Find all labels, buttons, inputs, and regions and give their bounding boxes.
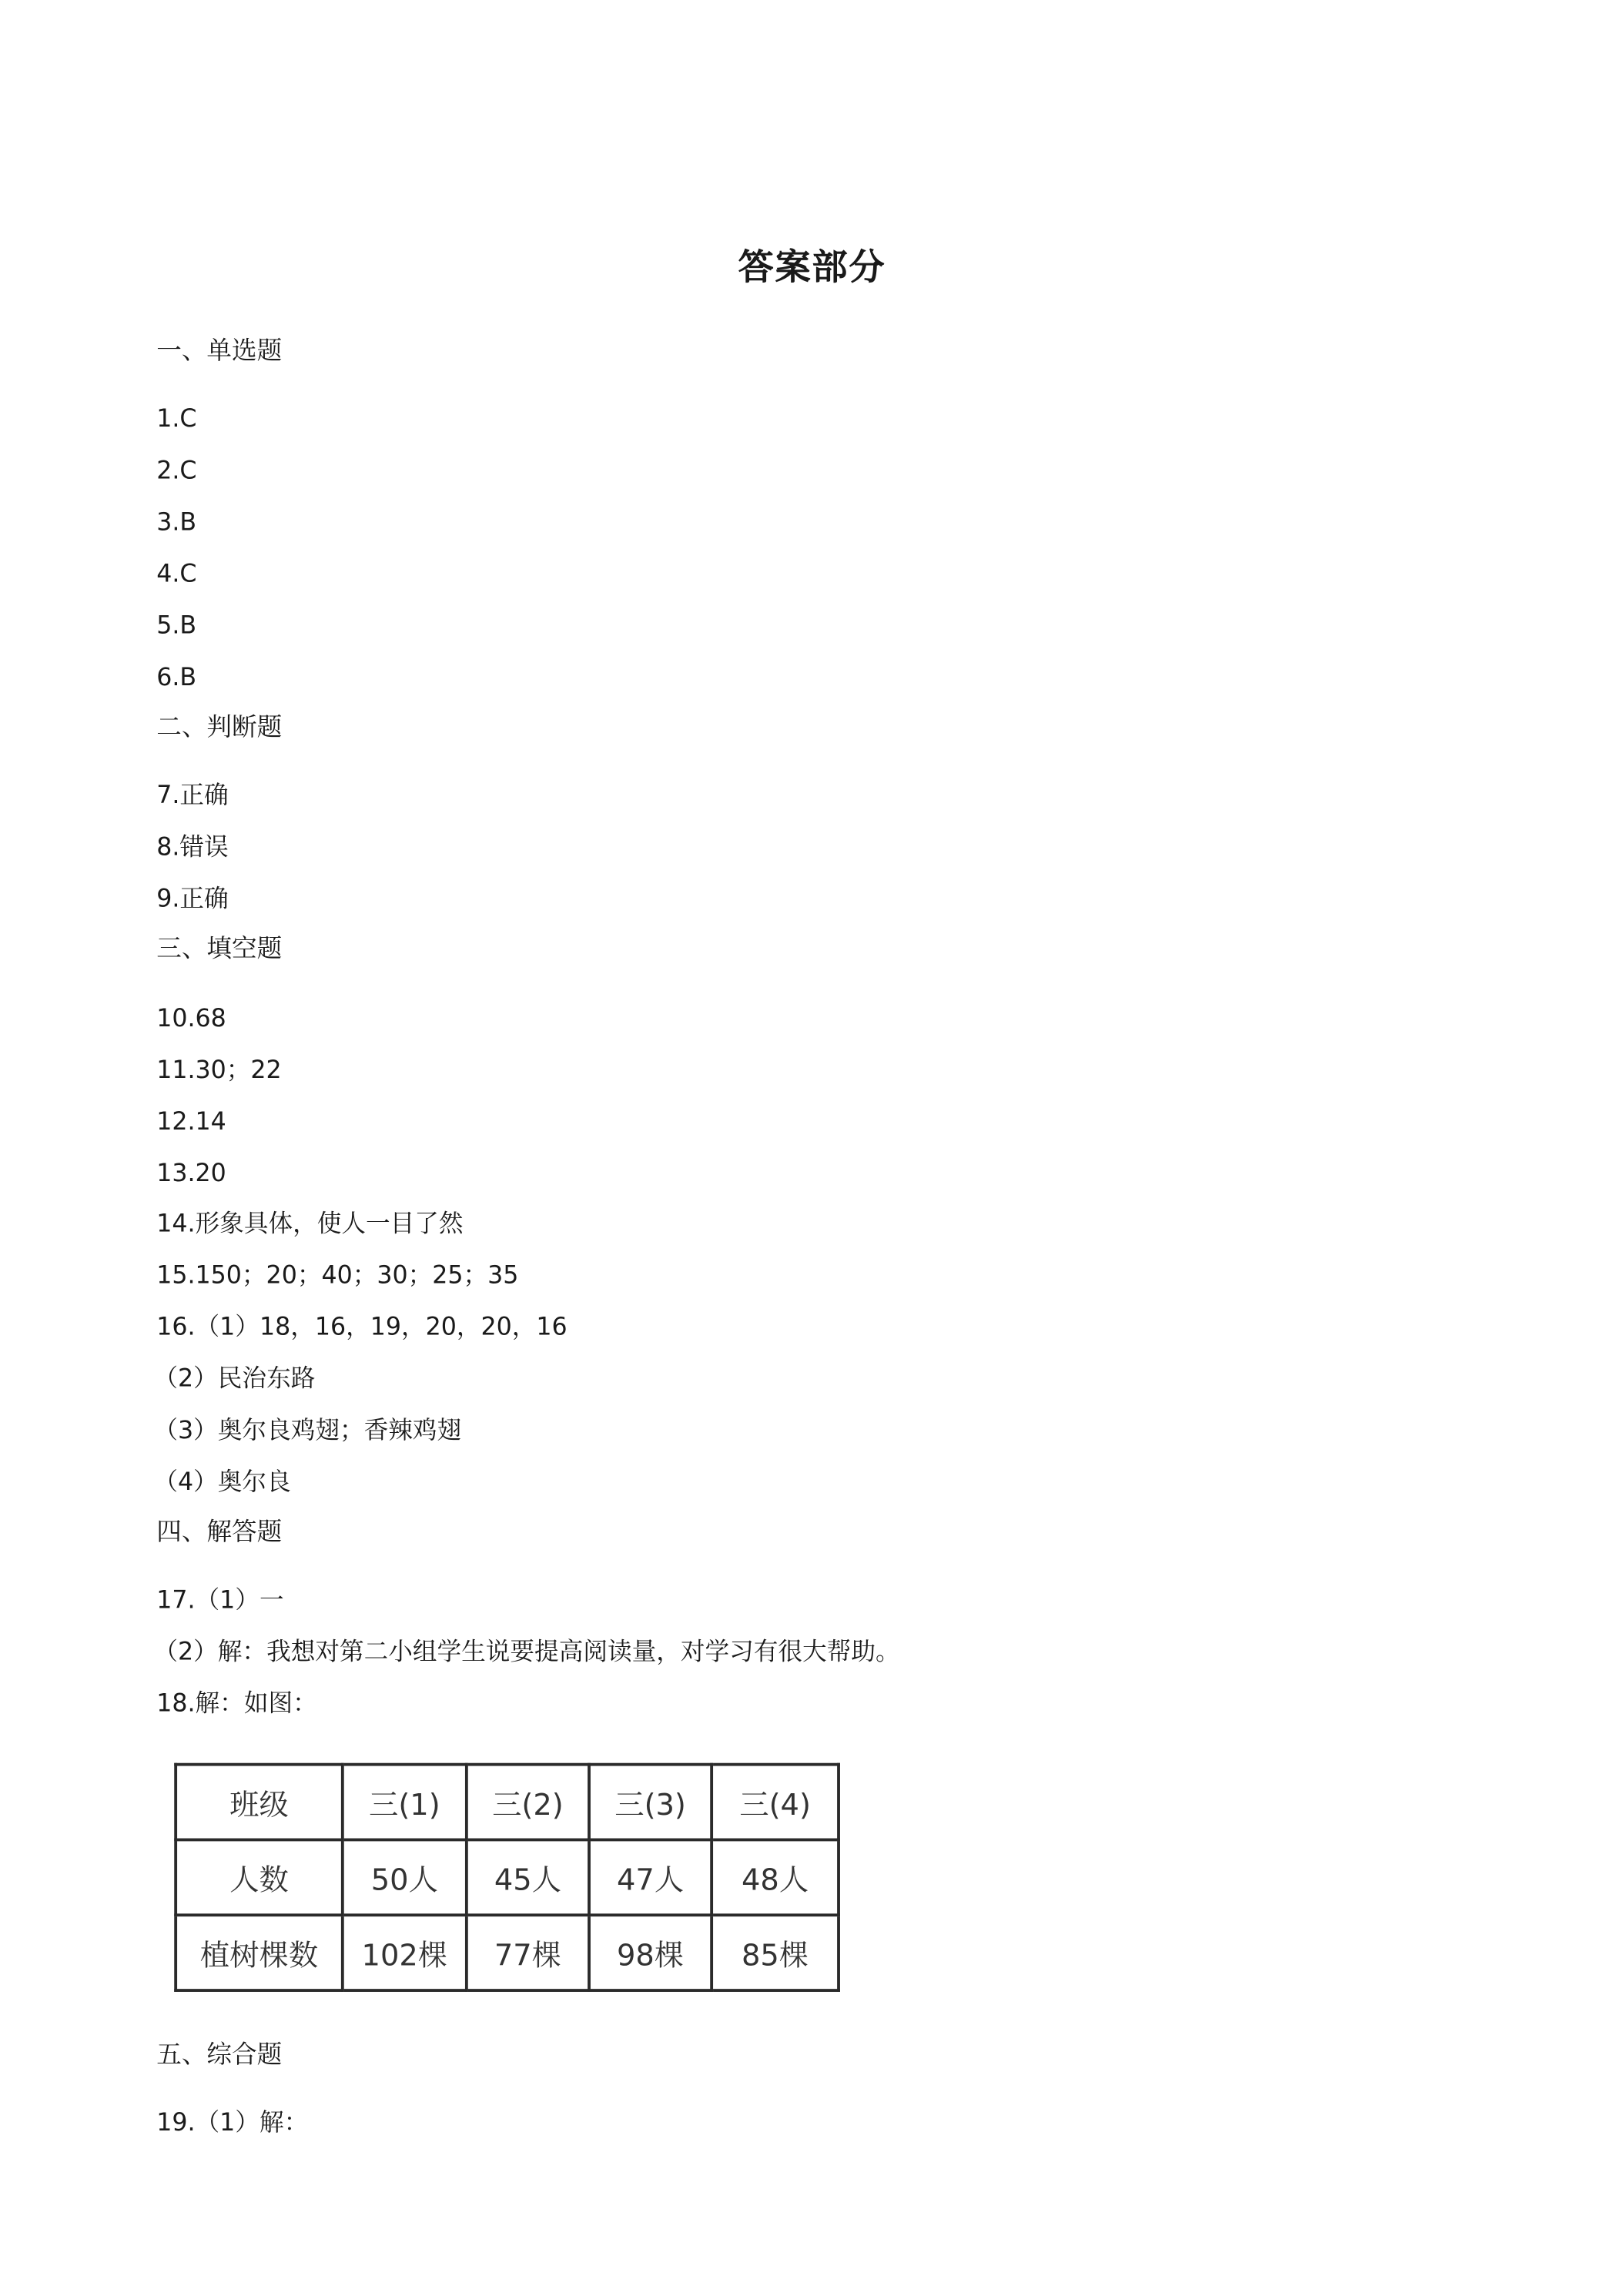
answer-12: 12.14 (156, 1107, 226, 1136)
table-cell: 植树棵数 (176, 1915, 343, 1990)
answer-5: 5.B (156, 611, 197, 640)
table-cell: 102棵 (343, 1915, 467, 1990)
answer-4: 4.C (156, 559, 197, 588)
table-row (176, 1765, 839, 1840)
answer-8: 8.错误 (156, 832, 229, 862)
answer-15: 15.150；20；40；30；25；35 (156, 1260, 519, 1290)
table-cell: 98棵 (589, 1915, 712, 1990)
answer-17-part-2: （2）解：我想对第二小组学生说要提高阅读量，对学习有很大帮助。 (153, 1637, 900, 1666)
table-cell: 三(3) (589, 1765, 712, 1840)
section-heading-problem-solving: 四、解答题 (156, 1518, 283, 1548)
answer-19-part-1: 19.（1）解： (156, 2108, 309, 2137)
table-cell: 三(1) (343, 1765, 467, 1840)
table-row (176, 1839, 839, 1915)
table-cell: 三(4) (712, 1765, 839, 1840)
answer-9: 9.正确 (156, 884, 229, 913)
table-cell: 人数 (176, 1839, 343, 1915)
table-cell: 85棵 (712, 1915, 839, 1990)
answer-11: 11.30；22 (156, 1056, 282, 1084)
answer-17-part-1: 17.（1）一 (156, 1585, 284, 1615)
answer-6: 6.B (156, 663, 197, 691)
section-heading-comprehensive: 五、综合题 (156, 2040, 283, 2070)
table-cell: 三(2) (467, 1765, 589, 1840)
answer-18: 18.解：如图： (156, 1689, 317, 1718)
table-cell: 50人 (343, 1839, 467, 1915)
answer-16-part-3: （3）奥尔良鸡翅；香辣鸡翅 (153, 1416, 462, 1444)
answer-16-part-2: （2）民治东路 (153, 1364, 316, 1393)
table-cell: 47人 (589, 1839, 712, 1915)
answer-13: 13.20 (156, 1159, 226, 1187)
table-cell: 77棵 (467, 1915, 589, 1990)
section-heading-single-choice: 一、单选题 (156, 336, 283, 366)
table-row (176, 1915, 839, 1990)
answer-2: 2.C (156, 456, 197, 485)
answer-16-part-1: 16.（1）18，16，19，20，20，16 (156, 1312, 568, 1341)
answer-14: 14.形象具体，使人一目了然 (156, 1209, 464, 1238)
answer-7: 7.正确 (156, 781, 229, 809)
section-heading-true-false: 二、判断题 (156, 713, 283, 743)
answer-10: 10.68 (156, 1004, 226, 1033)
page-title: 答案部分 (738, 246, 886, 288)
table-cell: 48人 (712, 1839, 839, 1915)
answer-1: 1.C (156, 404, 197, 433)
table-cell: 班级 (176, 1765, 343, 1840)
section-heading-fill-in: 三、填空题 (156, 934, 283, 965)
answer-18-table (174, 1763, 840, 1992)
answer-16-part-4: （4）奥尔良 (153, 1468, 291, 1496)
answer-3: 3.B (156, 507, 197, 537)
table-cell: 45人 (467, 1839, 589, 1915)
